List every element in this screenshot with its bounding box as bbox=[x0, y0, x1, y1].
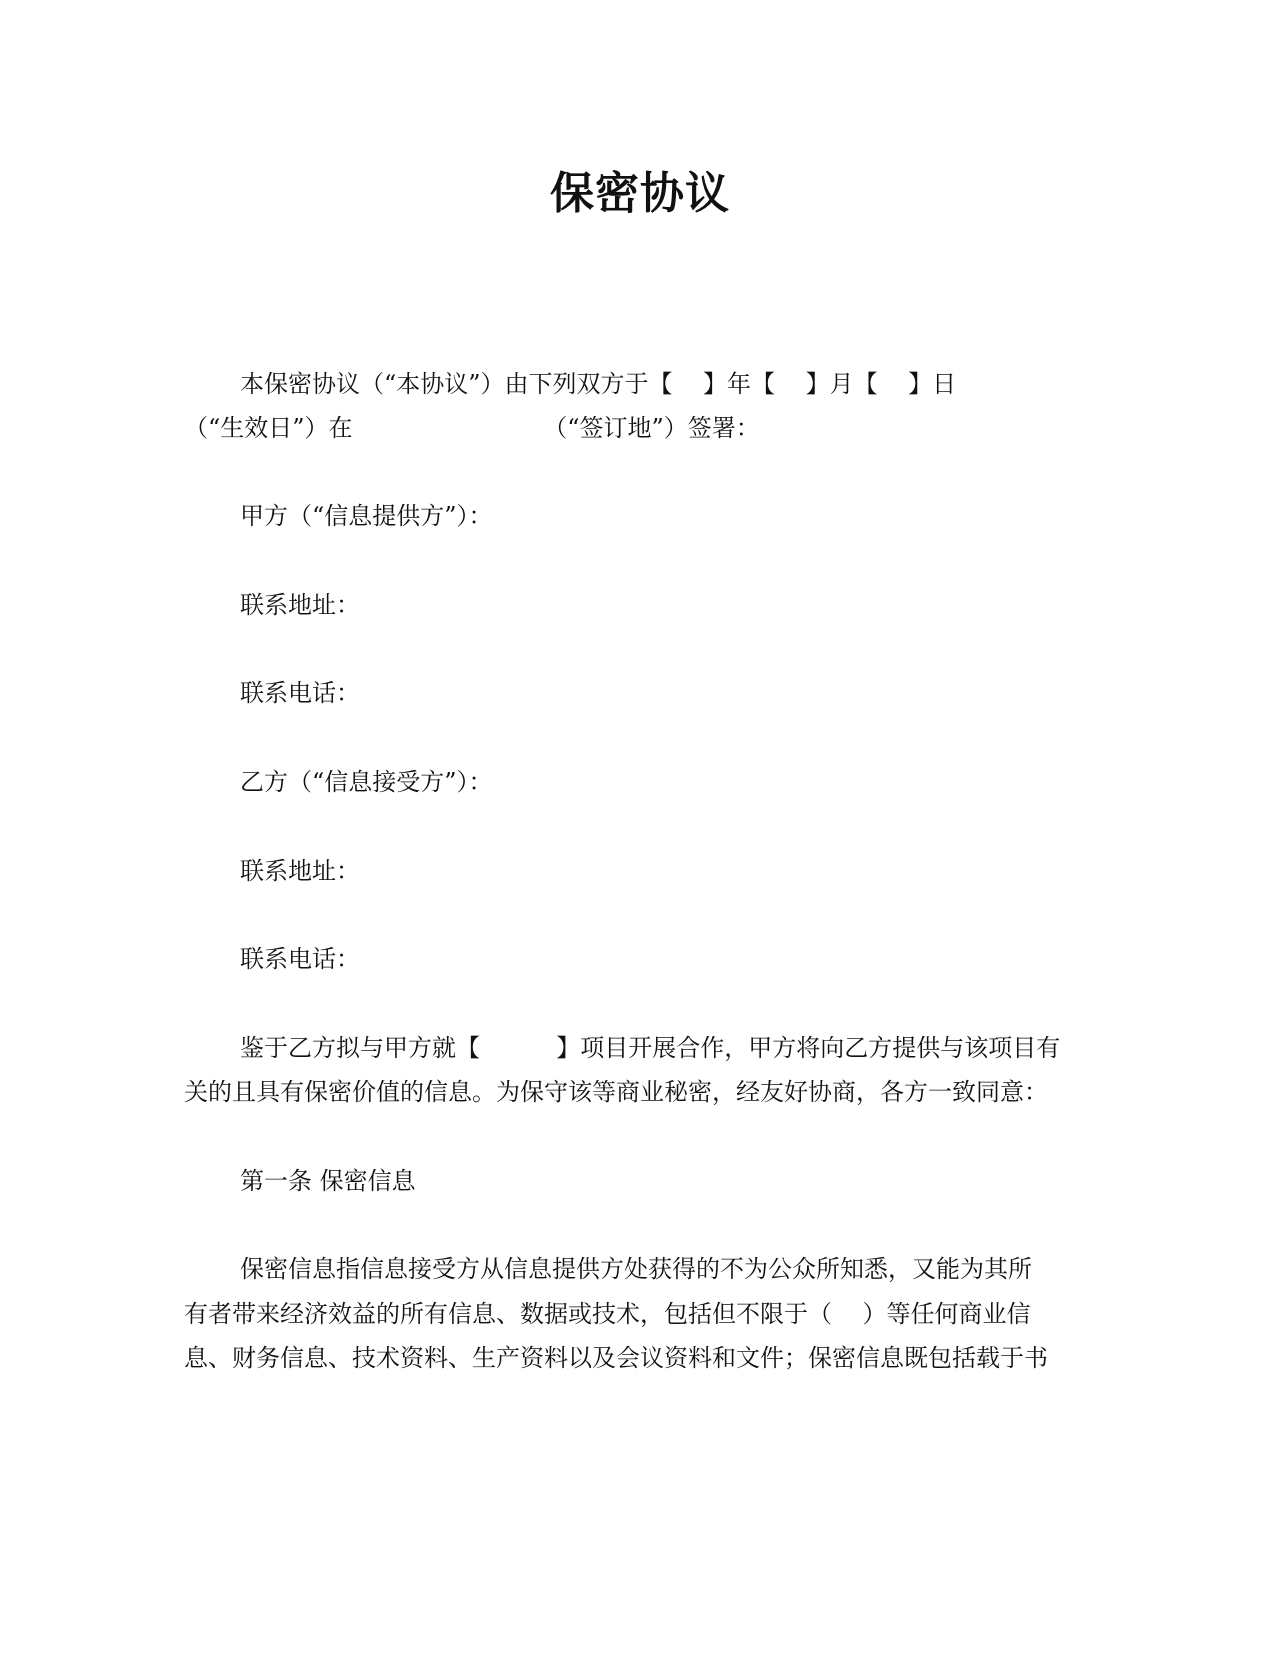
party-a-label: 甲方（“信息提供方”）： bbox=[240, 502, 493, 530]
party-a-address-label: 联系地址： bbox=[240, 591, 360, 619]
party-b-phone-label: 联系电话： bbox=[240, 945, 360, 973]
article-1-line-3: 息、财务信息、技术资料、生产资料以及会议资料和文件；保密信息既包括载于书 bbox=[184, 1344, 1048, 1372]
party-b-label: 乙方（“信息接受方”）： bbox=[240, 768, 493, 796]
intro-line-2: （“生效日”）在 （“签订地”）签署： bbox=[184, 414, 760, 442]
party-b-address-label: 联系地址： bbox=[240, 857, 360, 885]
recital-line-1: 鉴于乙方拟与甲方就【 】项目开展合作，甲方将向乙方提供与该项目有 bbox=[240, 1034, 1061, 1062]
intro-line-1: 本保密协议（“本协议”）由下列双方于【 】年【 】月【 】日 bbox=[240, 370, 957, 398]
article-1-line-2: 有者带来经济效益的所有信息、数据或技术，包括但不限于（ ）等任何商业信 bbox=[184, 1300, 1031, 1328]
article-1-line-1: 保密信息指信息接受方从信息提供方处获得的不为公众所知悉，又能为其所 bbox=[240, 1255, 1032, 1283]
article-1-heading: 第一条 保密信息 bbox=[240, 1167, 416, 1195]
recital-line-2: 关的且具有保密价值的信息。为保守该等商业秘密，经友好协商，各方一致同意： bbox=[184, 1078, 1048, 1106]
party-a-phone-label: 联系电话： bbox=[240, 679, 360, 707]
document-title: 保密协议 bbox=[550, 168, 730, 219]
